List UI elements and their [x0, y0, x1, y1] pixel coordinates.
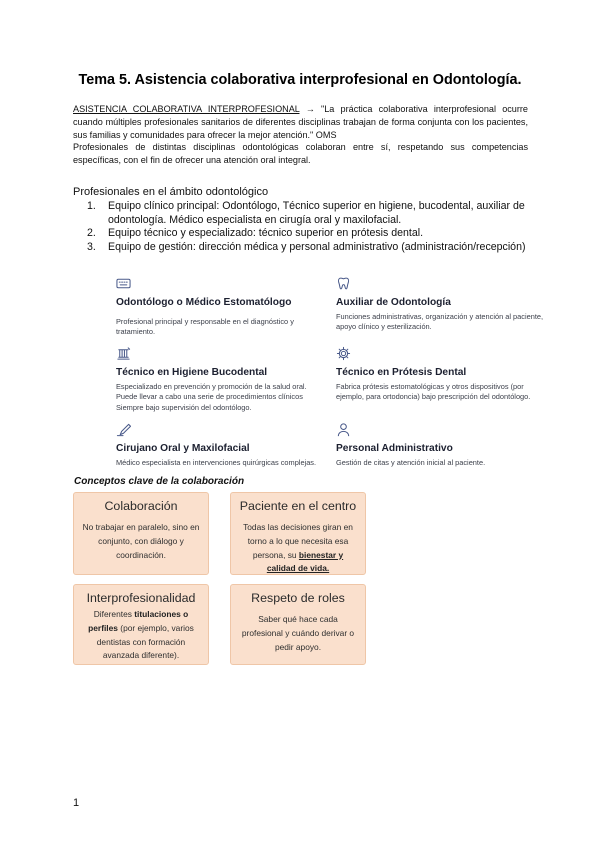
- roles-grid: [116, 276, 544, 472]
- intro-section: [73, 103, 528, 167]
- role-auxiliar: [336, 276, 546, 333]
- card-title: Colaboración: [104, 499, 178, 513]
- instrument-icon: [116, 346, 131, 361]
- professionals-list: [87, 200, 527, 254]
- professionals-heading: Profesionales en el ámbito odontológico: [73, 186, 269, 198]
- role-description: Profesional principal y responsable en el diagnóstico y tratamiento.: [116, 317, 294, 337]
- card-title: Respeto de roles: [251, 591, 345, 605]
- card-paciente-centro: [230, 492, 366, 575]
- gear-icon: [336, 346, 351, 361]
- card-title: Interprofesionalidad: [86, 591, 196, 605]
- card-title: Paciente en el centro: [239, 499, 357, 513]
- card-description: Todas las decisiones giran en torno a lo que necesita esa persona, su bienestar y calidad de vida.: [243, 522, 353, 574]
- role-odontologo: [116, 276, 326, 338]
- role-description: Médico especialista en intervenciones quirúrgicas complejas.: [116, 458, 317, 467]
- role-higiene: [116, 346, 326, 413]
- card-respeto-roles: [230, 584, 366, 665]
- role-protesis: [336, 346, 546, 403]
- card-description: Diferentes titulaciones o perfiles (por ejemplo, varios dentistas con formación avanzada diferente).: [88, 609, 194, 661]
- list-number: 1.: [87, 200, 96, 212]
- card-interprofesionalidad: [73, 584, 209, 665]
- role-administrativo: [336, 422, 546, 468]
- list-item: [87, 200, 527, 227]
- role-description: Gestión de citas y atención inicial al paciente.: [336, 458, 486, 467]
- emphasis-text: bienestar y calidad de vida.: [266, 549, 344, 574]
- role-description: Especializado en prevención y promoción de la salud oral. Puede llevar a cabo una serie de procedimientos clínicos Siempre bajo supervisión del odontólogo.: [116, 382, 307, 412]
- list-item-text: Equipo de gestión: dirección médica y personal administrativo (administración/recepción): [108, 240, 526, 253]
- intro-paragraph: Profesionales de distintas disciplinas odontológicas colaboran entre sí, respetando sus competencias específicas, con el fin de ofrecer una atención oral integral.: [73, 142, 528, 166]
- role-title: Auxiliar de Odontología: [336, 297, 451, 308]
- page-number: 1: [73, 797, 80, 809]
- keyboard-icon: [116, 276, 131, 291]
- intro-definition: [73, 103, 528, 141]
- emphasis-text: titulaciones o perfiles: [88, 609, 189, 633]
- role-description: Funciones administrativas, organización y atención al paciente, apoyo clínico y esterilización.: [336, 312, 544, 332]
- page-title: Tema 5. Asistencia colaborativa interprofesional en Odontología.: [78, 72, 522, 88]
- list-number: 2.: [87, 227, 96, 239]
- role-description: Fabrica prótesis estomatológicas y otros dispositivos (por ejemplo, para ortodoncia) bajo prescripción del odontólogo.: [336, 382, 531, 402]
- tooth-icon: [336, 276, 351, 291]
- intro-term: ASISTENCIA COLABORATIVA INTERPROFESIONAL: [73, 104, 300, 114]
- list-item-text: Equipo clínico principal: Odontólogo, Técnico superior en higiene, bucodental, auxiliar de odontología. Médico especialista en cirugía oral y maxilofacial.: [108, 200, 525, 226]
- list-item: [87, 227, 527, 241]
- role-title: Cirujano Oral y Maxilofacial: [116, 443, 250, 454]
- list-item-text: Equipo técnico y especializado: técnico superior en prótesis dental.: [108, 227, 424, 239]
- role-title: Técnico en Prótesis Dental: [336, 367, 467, 378]
- list-number: 3.: [87, 240, 96, 253]
- card-description: Saber qué hace cada profesional y cuándo derivar o pedir apoyo.: [241, 614, 355, 652]
- role-title: Técnico en Higiene Bucodental: [116, 367, 268, 378]
- card-description: No trabajar en paralelo, sino en conjunto, con diálogo y coordinación.: [82, 522, 200, 560]
- scalpel-icon: [116, 422, 131, 437]
- list-item: [87, 241, 527, 255]
- person-icon: [336, 422, 351, 437]
- role-cirujano: [116, 422, 326, 468]
- intro-quote: "La práctica colaborativa interprofesional ocurre cuando múltiples profesionales sanitarios de diferentes disciplinas trabajan de forma conjunta con los pacientes, sus familias y comunidades para ofrecer la mejor atención." OMS: [73, 104, 528, 140]
- card-colaboracion: [73, 492, 209, 575]
- arrow-glyph: →: [305, 104, 315, 114]
- role-title: Odontólogo o Médico Estomatólogo: [116, 297, 292, 308]
- concepts-heading: Conceptos clave de la colaboración: [74, 476, 245, 487]
- role-title: Personal Administrativo: [336, 443, 453, 454]
